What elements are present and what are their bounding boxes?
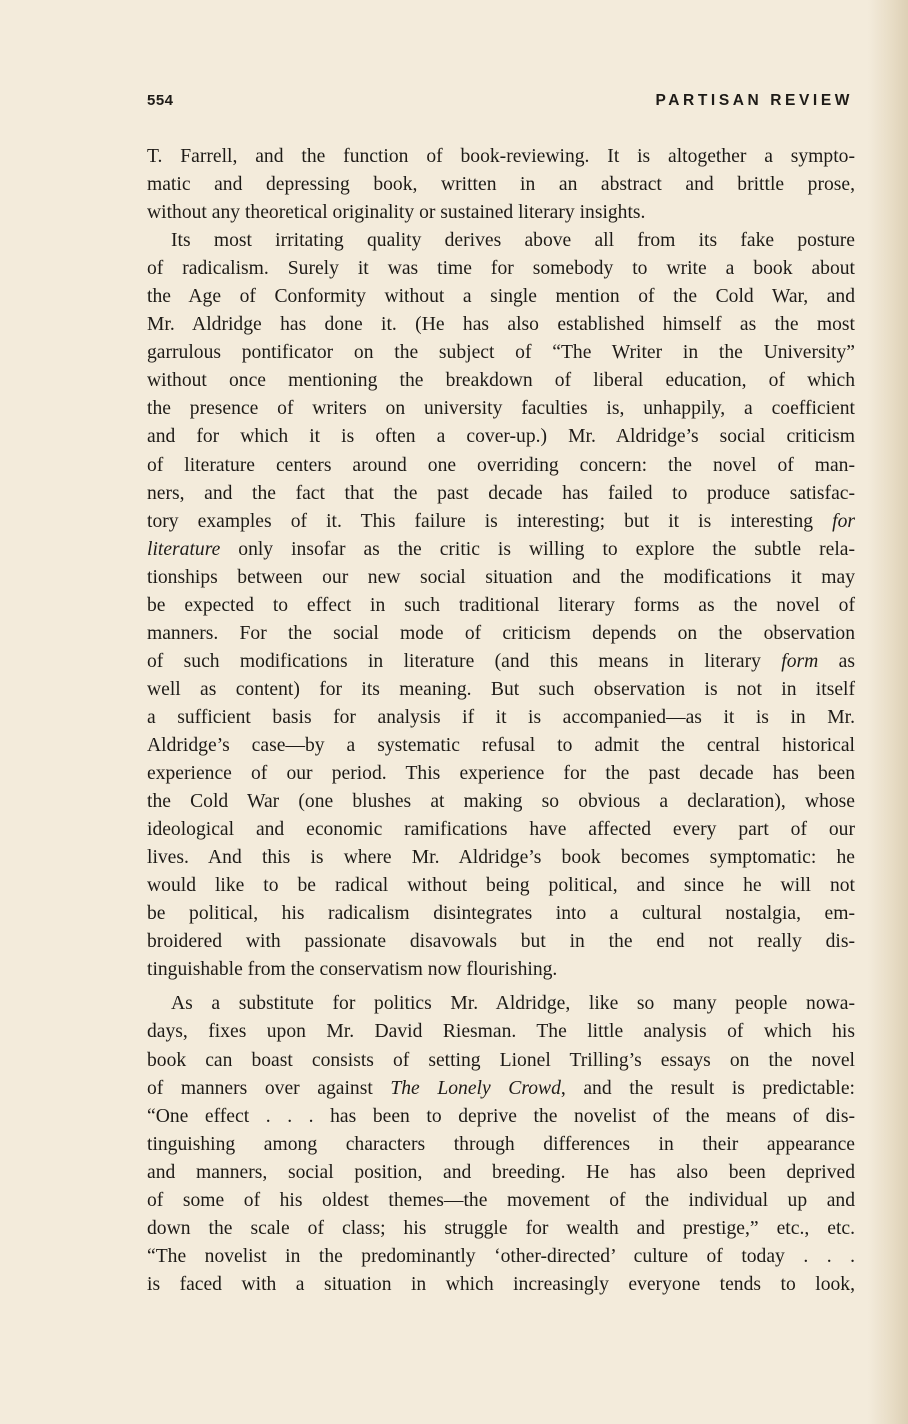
text-line: tinguishable from the conservatism now flourishing. bbox=[147, 959, 558, 981]
text-line: the Age of Conformity without a single mention of the Cold War, and bbox=[147, 286, 855, 308]
page-number: 554 bbox=[147, 92, 174, 109]
text-segment: as bbox=[818, 650, 855, 672]
text-line: be expected to effect in such traditional literary forms as the novel of bbox=[147, 594, 855, 616]
text-line: Its most irritating quality derives above all from its fake posture bbox=[171, 230, 855, 252]
text-line: well as content) for its meaning. But such observation is not in itself bbox=[147, 678, 855, 700]
text-line: garrulous pontificator on the subject of “The Writer in the University” bbox=[147, 342, 855, 364]
text-line: a sufficient basis for analysis if it is accompanied—as it is in Mr. bbox=[147, 706, 855, 728]
text-segment: tory examples of it. This failure is interesting; but it is interesting bbox=[147, 510, 833, 532]
text-line: of some of his oldest themes—the movement of the individual up and bbox=[147, 1189, 855, 1211]
text-segment: , and the result is predictable: bbox=[560, 1077, 855, 1099]
text-line: of literature centers around one overriding concern: the novel of man- bbox=[147, 454, 855, 476]
text-line: manners. For the social mode of criticism depends on the observation bbox=[147, 622, 855, 644]
text-line-mixed bbox=[147, 536, 855, 564]
text-segment: of such modifications in literature (and this means in literary bbox=[147, 650, 782, 672]
text-line: T. Farrell, and the function of book-reviewing. It is altogether a sympto- bbox=[147, 146, 855, 167]
text-line: of radicalism. Surely it was time for somebody to write a book about bbox=[147, 258, 855, 280]
text-line: lives. And this is where Mr. Aldridge’s book becomes symptomatic: he bbox=[147, 847, 855, 869]
running-head: PARTISAN REVIEW bbox=[655, 92, 853, 109]
text-line-mixed bbox=[147, 1075, 855, 1103]
text-line: experience of our period. This experience for the past decade has been bbox=[147, 763, 855, 785]
text-line: the Cold War (one blushes at making so obvious a declaration), whose bbox=[147, 791, 855, 813]
paragraph-1 bbox=[147, 143, 855, 227]
text-line: and for which it is often a cover-up.) Mr. Aldridge’s social criticism bbox=[147, 426, 855, 448]
page-edge-shadow bbox=[868, 0, 908, 1424]
italic-word: literature bbox=[147, 538, 221, 560]
text-line: days, fixes upon Mr. David Riesman. The little analysis of which his bbox=[147, 1021, 855, 1043]
text-line-mixed bbox=[147, 508, 855, 536]
text-line: Aldridge’s case—by a systematic refusal to admit the central historical bbox=[147, 734, 855, 756]
text-line: matic and depressing book, written in an abstract and brittle prose, bbox=[147, 174, 855, 196]
text-line: “The novelist in the predominantly ‘other-directed’ culture of today . . . bbox=[147, 1245, 855, 1267]
text-line: ideological and economic ramifications have affected every part of our bbox=[147, 819, 855, 841]
text-line: tinguishing among characters through differences in their appearance bbox=[147, 1133, 855, 1155]
text-line: and manners, social position, and breeding. He has also been deprived bbox=[147, 1161, 855, 1183]
italic-word: form bbox=[781, 650, 819, 672]
text-line: is faced with a situation in which increasingly everyone tends to look, bbox=[147, 1273, 855, 1295]
text-line: As a substitute for politics Mr. Aldridge, like so many people nowa- bbox=[171, 993, 855, 1015]
text-line: book can boast consists of setting Lionel Trilling’s essays on the novel bbox=[147, 1049, 855, 1071]
text-line: “One effect . . . has been to deprive the novelist of the means of dis- bbox=[147, 1105, 855, 1127]
text-line: without any theoretical originality or sustained literary insights. bbox=[147, 202, 646, 224]
text-line: Mr. Aldridge has done it. (He has also established himself as the most bbox=[147, 314, 855, 336]
text-line: be political, his radicalism disintegrates into a cultural nostalgia, em- bbox=[147, 903, 855, 925]
paragraph-2 bbox=[147, 227, 855, 984]
body-text bbox=[147, 143, 855, 1299]
text-line: without once mentioning the breakdown of liberal education, of which bbox=[147, 370, 855, 392]
italic-word: for bbox=[832, 510, 855, 532]
text-line-mixed bbox=[147, 648, 855, 676]
text-line: broidered with passionate disavowals but in the end not really dis- bbox=[147, 931, 855, 953]
page-header bbox=[147, 92, 853, 116]
book-title-italic: The Lonely Crowd bbox=[390, 1077, 561, 1099]
text-line: tionships between our new social situation and the modifications it may bbox=[147, 566, 855, 588]
text-line: the presence of writers on university faculties is, unhappily, a coefficient bbox=[147, 398, 855, 420]
text-line: down the scale of class; his struggle for wealth and prestige,” etc., etc. bbox=[147, 1217, 855, 1239]
paragraph-3 bbox=[147, 990, 855, 1299]
text-line: ners, and the fact that the past decade has failed to produce satisfac- bbox=[147, 482, 855, 504]
text-segment: of manners over against bbox=[147, 1077, 391, 1099]
text-segment: only insofar as the critic is willing to explore the subtle rela- bbox=[220, 538, 855, 560]
text-line: would like to be radical without being political, and since he will not bbox=[147, 875, 855, 897]
